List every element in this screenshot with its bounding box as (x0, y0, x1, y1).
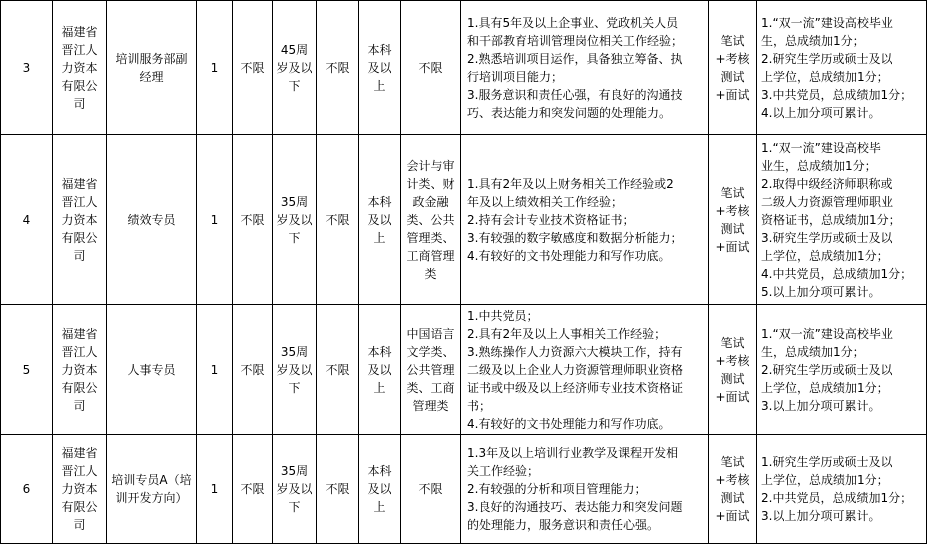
cell-major-text: 中国语言文学类、公共管理类、工商管理类 (406, 326, 455, 413)
cell-requirements-line: 证书或中级及以上经济师专业技术资格证 (467, 380, 684, 395)
cell-requirements-line: 巧、表达能力和突发问题的处理能力。 (467, 105, 672, 120)
cell-number-text: 6 (22, 482, 31, 496)
cell-count (197, 435, 233, 544)
cell-age-text: 35周岁及以下 (276, 194, 313, 245)
cell-bonus-line: 上学位，总成绩加1分； (761, 380, 889, 395)
cell-gender-text: 不限 (240, 60, 265, 75)
cell-requirements-line: 1.中共党员； (467, 308, 539, 323)
cell-count-text: 1 (210, 212, 219, 227)
cell-company (53, 1, 107, 135)
cell-political-text: 不限 (325, 60, 350, 75)
cell-exam-method-text: 笔试+考核测试+面试 (715, 455, 750, 523)
cell-gender-text: 不限 (240, 212, 265, 227)
cell-gender (233, 435, 273, 544)
cell-bonus-line: 生，总成绩加1分； (761, 344, 865, 359)
cell-major (401, 1, 461, 135)
cell-major (401, 305, 461, 435)
cell-company-text: 福建省晋江人力资本有限公司 (61, 446, 98, 532)
cell-number (1, 135, 53, 305)
cell-count-text: 1 (210, 482, 219, 496)
cell-exam-method (709, 1, 757, 135)
cell-gender (233, 305, 273, 435)
cell-requirements-line: 3.有较强的数字敏感度和数据分析能力； (467, 230, 683, 245)
cell-requirements-line: 1.具有5年及以上企事业、党政机关人员 (467, 15, 679, 30)
cell-bonus (757, 435, 927, 544)
cell-requirements-line: 1.3年及以上培训行业教学及课程开发相 (467, 446, 679, 460)
cell-political (317, 435, 359, 544)
cell-exam-method (709, 135, 757, 305)
cell-bonus (757, 305, 927, 435)
cell-company-text: 福建省晋江人力资本有限公司 (61, 24, 98, 111)
cell-gender-text: 不限 (240, 362, 265, 377)
cell-requirements-line: 4.有较好的文书处理能力和写作功底。 (467, 416, 671, 431)
cell-major-text: 会计与审计类、财政金融类、公共管理类、工商管理类 (406, 158, 455, 281)
cell-political (317, 1, 359, 135)
cell-political-text: 不限 (325, 482, 350, 496)
cell-requirements-line: 3.熟练操作人力资源六大模块工作，持有 (467, 344, 683, 359)
cell-position-text: 培训服务部副经理 (115, 51, 188, 84)
cell-bonus-line: 3.以上加分项可累计。 (761, 509, 881, 523)
cell-bonus (757, 135, 927, 305)
cell-company (53, 305, 107, 435)
cell-education-text: 本科及以上 (367, 194, 392, 245)
cell-requirements-line: 1.具有2年及以上财务相关工作经验或2 (467, 176, 674, 191)
cell-requirements-line: 4.有较好的文书处理能力和写作功底。 (467, 248, 671, 263)
cell-company-text: 福建省晋江人力资本有限公司 (61, 326, 98, 413)
cell-bonus-line: 1.研究生学历或硕士及以 (761, 455, 893, 469)
cell-age (273, 435, 317, 544)
cell-position (107, 135, 197, 305)
cell-exam-method-text: 笔试+考核测试+面试 (715, 33, 750, 102)
cell-count-text: 1 (210, 60, 219, 75)
cell-position (107, 305, 197, 435)
cell-education (359, 435, 401, 544)
cell-position-text: 培训专员A（培训开发方向） (111, 473, 192, 505)
cell-count (197, 305, 233, 435)
cell-bonus-line: 4.中共党员，总成绩加1分； (761, 266, 913, 281)
cell-requirements-line: 关工作经验； (467, 464, 540, 478)
cell-age (273, 1, 317, 135)
cell-company (53, 435, 107, 544)
cell-political (317, 305, 359, 435)
cell-requirements-line: 二级及以上企业人力资源管理师职业资格 (467, 362, 684, 377)
cell-requirements-line: 和干部教育培训管理岗位相关工作经验； (467, 33, 684, 48)
cell-bonus-line: 3.研究生学历或硕士及以 (761, 230, 893, 245)
cell-education (359, 305, 401, 435)
cell-number (1, 305, 53, 435)
cell-bonus-line: 业生，总成绩加1分； (761, 158, 877, 173)
cell-bonus-line: 4.以上加分项可累计。 (761, 105, 881, 120)
cell-bonus-line: 资格证书，总成绩加1分； (761, 212, 901, 227)
cell-number-text: 5 (22, 362, 31, 377)
cell-requirements-line: 2.熟悉培训项目运作，具备独立筹备、执 (467, 51, 683, 66)
cell-exam-method (709, 305, 757, 435)
cell-count-text: 1 (210, 362, 219, 377)
cell-company-text: 福建省晋江人力资本有限公司 (61, 176, 98, 263)
cell-major (401, 435, 461, 544)
table-row (1, 435, 927, 544)
cell-political-text: 不限 (325, 362, 350, 377)
cell-bonus (757, 1, 927, 135)
cell-requirements-line: 3.服务意识和责任心强，有良好的沟通技 (467, 87, 683, 102)
cell-political-text: 不限 (325, 212, 350, 227)
cell-age-text: 35周岁及以下 (276, 464, 313, 514)
cell-bonus-line: 生，总成绩加1分； (761, 33, 865, 48)
cell-requirements (461, 135, 709, 305)
cell-requirements-line: 的处理能力，服务意识和责任心强。 (467, 518, 660, 532)
cell-bonus-line: 上学位，总成绩加1分； (761, 69, 889, 84)
table-row (1, 305, 927, 435)
cell-bonus-line: 3.中共党员，总成绩加1分； (761, 87, 913, 102)
cell-requirements (461, 435, 709, 544)
cell-number (1, 1, 53, 135)
cell-education-text: 本科及以上 (367, 344, 392, 395)
cell-major (401, 135, 461, 305)
cell-bonus-line: 3.以上加分项可累计。 (761, 398, 881, 413)
cell-education-text: 本科及以上 (367, 42, 392, 93)
cell-major-text: 不限 (418, 482, 443, 496)
cell-position (107, 1, 197, 135)
cell-political (317, 135, 359, 305)
cell-bonus-line: 2.研究生学历或硕士及以 (761, 362, 893, 377)
cell-position-text: 绩效专员 (127, 212, 176, 227)
cell-count (197, 135, 233, 305)
cell-count (197, 1, 233, 135)
cell-bonus-line: 1.“双一流”建设高校毕 (761, 140, 881, 155)
cell-requirements-line: 行培训项目能力； (467, 69, 564, 84)
cell-company (53, 135, 107, 305)
cell-requirements-line: 书； (467, 398, 492, 413)
cell-position (107, 435, 197, 544)
cell-exam-method-text: 笔试+考核测试+面试 (715, 335, 750, 404)
cell-requirements-line: 2.有较强的分析和项目管理能力； (467, 482, 647, 496)
cell-requirements (461, 305, 709, 435)
cell-bonus-line: 上学位，总成绩加1分； (761, 473, 889, 487)
table-row (1, 1, 927, 135)
cell-bonus-line: 上学位，总成绩加1分； (761, 248, 889, 263)
cell-gender-text: 不限 (240, 482, 265, 496)
cell-requirements-line: 3.良好的沟通技巧、表达能力和突发问题 (467, 500, 683, 514)
cell-exam-method (709, 435, 757, 544)
cell-major-text: 不限 (418, 60, 443, 75)
cell-bonus-line: 二级人力资源管理师职业 (761, 194, 894, 209)
cell-age-text: 35周岁及以下 (276, 344, 313, 395)
cell-education (359, 1, 401, 135)
cell-requirements-line: 2.持有会计专业技术资格证书； (467, 212, 635, 227)
cell-bonus-line: 2.取得中级经济师职称或 (761, 176, 893, 191)
cell-age-text: 45周岁及以下 (276, 42, 313, 93)
cell-bonus-line: 2.中共党员，总成绩加1分； (761, 491, 913, 505)
cell-education-text: 本科及以上 (367, 464, 392, 514)
cell-position-text: 人事专员 (127, 362, 176, 377)
cell-requirements-line: 2.具有2年及以上人事相关工作经验； (467, 326, 667, 341)
cell-number-text: 4 (22, 212, 31, 227)
cell-requirements (461, 1, 709, 135)
table-row (1, 135, 927, 305)
cell-age (273, 135, 317, 305)
cell-bonus-line: 1.“双一流”建设高校毕业 (761, 15, 893, 30)
cell-number (1, 435, 53, 544)
cell-gender (233, 135, 273, 305)
cell-age (273, 305, 317, 435)
cell-bonus-line: 5.以上加分项可累计。 (761, 284, 881, 299)
cell-education (359, 135, 401, 305)
cell-number-text: 3 (22, 60, 31, 75)
cell-bonus-line: 1.“双一流”建设高校毕业 (761, 326, 893, 341)
cell-gender (233, 1, 273, 135)
cell-exam-method-text: 笔试+考核测试+面试 (715, 185, 750, 254)
cell-bonus-line: 2.研究生学历或硕士及以 (761, 51, 893, 66)
cell-requirements-line: 年及以上绩效相关工作经验； (467, 194, 624, 209)
